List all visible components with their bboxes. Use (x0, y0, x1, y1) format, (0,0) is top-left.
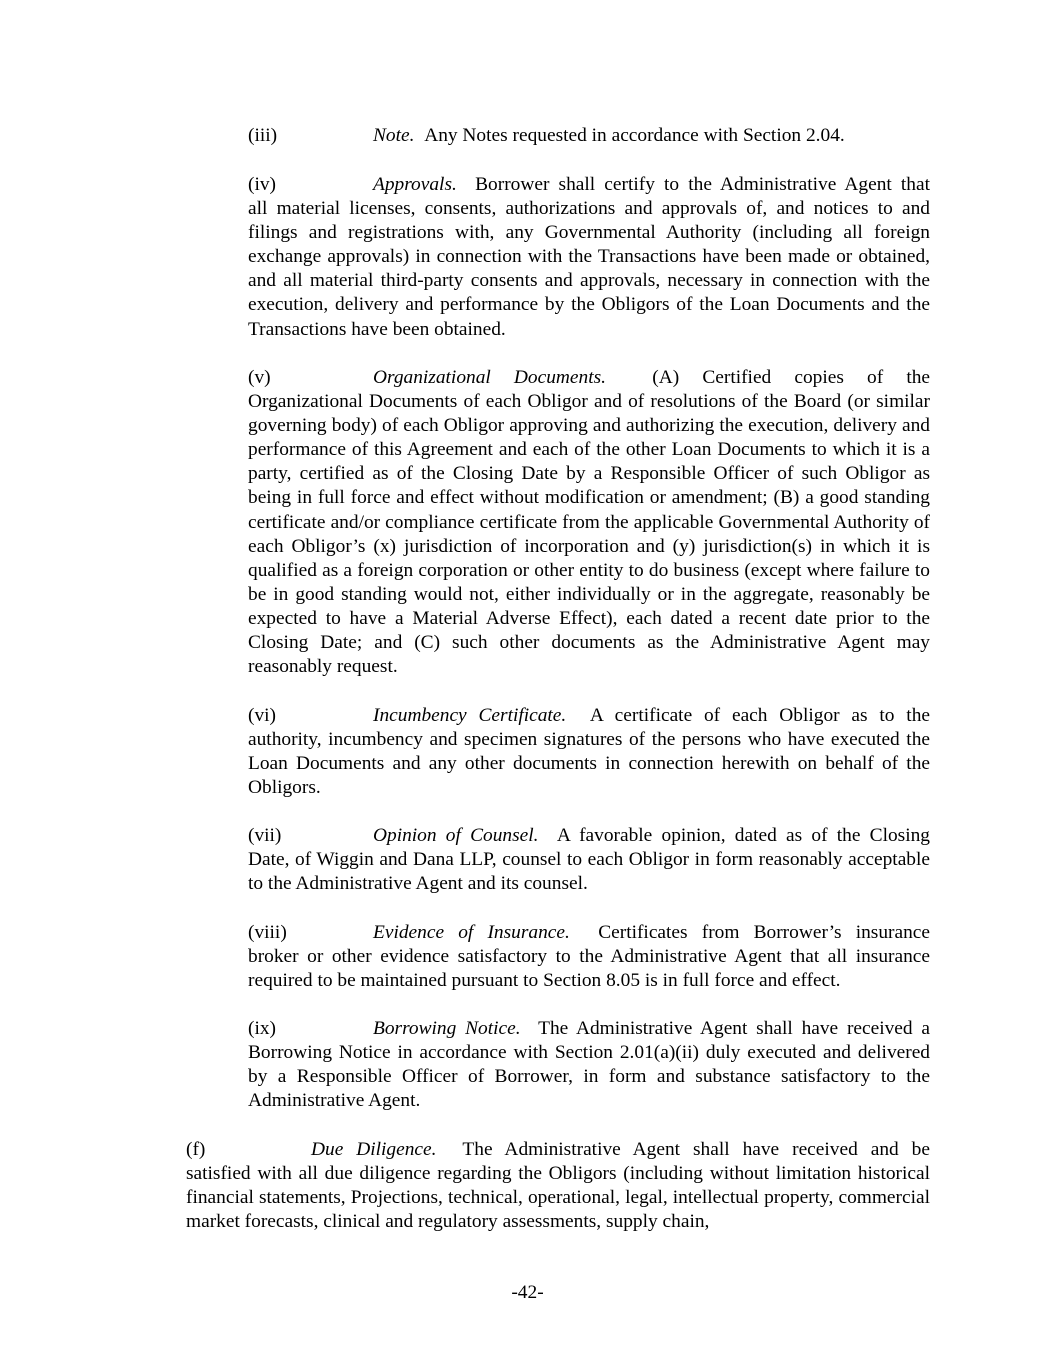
clause-iv (248, 173, 930, 342)
clause-number: (ix) (248, 1018, 276, 1039)
clause-vii (248, 824, 930, 896)
clause-heading: Evidence of Insurance. (373, 922, 570, 943)
clause-heading: Organizational Documents. (373, 367, 607, 388)
clause-text: authority, incumbency and specimen signatures of the persons who have executed the Loan Documents and any other documents in connection herewith on behalf of the Obligors. (248, 729, 930, 799)
clause-number: (iv) (248, 174, 276, 195)
clause-text: Organizational Documents of each Obligor and of resolutions of the Board (or similar governing body) of each Obligor approving and authorizing the execution, delivery and performance of this Agreement and each of the other Loan Documents to which it is a party, certified as of the Closing Date by a Responsible Officer of such Obligor as being in full force and effect without modification or amendment; (B) a good standing certificate and/or compliance certificate from the applicable Governmental Authority of each Obligor’s (x) jurisdiction of incorporation and (y) jurisdiction(s) in which it is qualified as a foreign corporation or other entity to do business (except where failure to be in good standing would not, either individually or in the aggregate, reasonably be expected to have a Material Adverse Effect), each dated a recent date prior to the Closing Date; and (C) such other documents as the Administrative Agent may reasonably request. (248, 391, 930, 678)
clause-number: (vii) (248, 825, 282, 846)
clause-heading: Opinion of Counsel. (373, 825, 539, 846)
clause-number: (iii) (248, 125, 278, 146)
page-number: -42- (511, 1282, 544, 1303)
clause-text: Borrowing Notice in accordance with Section 2.01(a)(ii) duly executed and delivered by a Responsible Officer of Borrower, in form and substance satisfactory to the Administrative Agent. (248, 1042, 930, 1112)
clause-number: (viii) (248, 922, 287, 943)
clause-heading: Approvals. (373, 174, 457, 195)
clause-lead: The Administrative Agent shall have received and be (462, 1139, 930, 1160)
clause-heading: Due Diligence. (311, 1139, 437, 1160)
clause-number: (vi) (248, 705, 276, 726)
clause-vi (248, 704, 930, 800)
clause-lead: Certificates from Borrower’s insurance (598, 922, 931, 943)
clause-v (248, 366, 930, 679)
clause-viii (248, 921, 930, 993)
clause-number: (f) (186, 1139, 206, 1160)
clause-lead: Borrower shall certify to the Administrative Agent that (475, 174, 930, 195)
clause-lead: A favorable opinion, dated as of the Closing (556, 825, 930, 846)
clause-text: satisfied with all due diligence regarding the Obligors (including without limitation historical financial statements, Projections, technical, operational, legal, intellectual property, commercial market forecasts, clinical and regulatory assessments, supply chain, (186, 1163, 930, 1233)
clause-text: all material licenses, consents, authorizations and approvals of, and notices to and filings and registrations with, any Governmental Authority (including all foreign exchange approvals) in connection with the Transactions have been made or obtained, and all material third-party consents and approvals, necessary in connection with the execution, delivery and performance by the Obligors of the Loan Documents and the Transactions have been obtained. (248, 198, 930, 340)
clause-heading: Borrowing Notice. (373, 1018, 521, 1039)
clause-lead: A certificate of each Obligor as to the (589, 705, 931, 726)
clause-number: (v) (248, 367, 271, 388)
clause-iii (248, 124, 930, 148)
clause-lead: The Administrative Agent shall have received a (538, 1018, 930, 1039)
clause-text: broker or other evidence satisfactory to the Administrative Agent that all insurance required to be maintained pursuant to Section 8.05 is in full force and effect. (248, 946, 930, 992)
clause-ix (248, 1017, 930, 1113)
clause-lead: (A) Certified copies of the (652, 367, 931, 388)
clause-f (186, 1138, 930, 1234)
clause-heading: Note. (373, 125, 415, 146)
clause-text: Any Notes requested in accordance with Section 2.04. (424, 125, 845, 146)
clause-text: Date, of Wiggin and Dana LLP, counsel to each Obligor in form reasonably acceptable to the Administrative Agent and its counsel. (248, 849, 930, 895)
clause-heading: Incumbency Certificate. (373, 705, 567, 726)
